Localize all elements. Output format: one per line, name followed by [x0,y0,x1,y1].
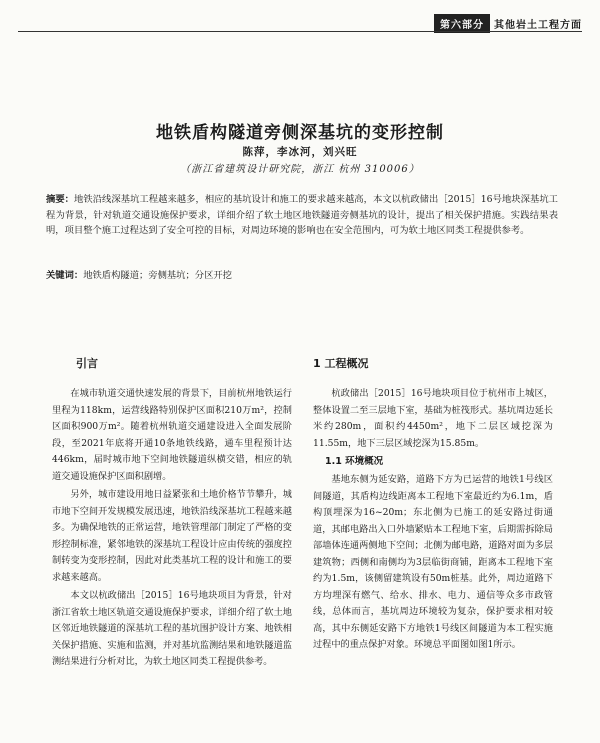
keywords [46,268,558,283]
section-1-paragraph: 杭政储出［2015］16号地块项目位于杭州市上城区，整体设置二至三层地下室，基础为桩筏形式。基坑周边延长米约280m，面积约4450m²，地下二层区域挖深为11.55m，地下三层区域挖深为15.85m。 [313,388,553,449]
abstract-label: 摘要： [46,194,75,205]
intro-paragraph-1: 在城市轨道交通快速发展的背景下，目前杭州地铁运行里程为118km，运营线路特别保护区面积210万m²，控制区面积900万m²。随着杭州轨道交通建设进入全面发展阶段，至2021年底将开通10条地铁线路，通车里程预计达446km，届时城市地下空间地铁隧道纵横交错，相应的轨道交通设施保护区面积剧增。 [52,388,292,482]
right-column [313,356,553,656]
intro-paragraph-2: 另外，城市建设用地日益紧张和土地价格节节攀升，城市地下空间开发规模发展迅速，地铁沿线深基坑工程越来越多。为确保地铁的正常运营，地铁管理部门制定了严格的变形控制标准，紧邻地铁的深基坑工程设计应由传统的强度控制转变为变形控制，因此对此类基坑工程的设计和施工的要求越来越高。 [52,489,292,583]
keywords-label: 关键词： [46,270,84,281]
intro-paragraph-3: 本文以杭政储出［2015］16号地块项目为背景，针对浙江省软土地区轨道交通设施保护要求，详细介绍了软土地区邻近地铁隧道的深基坑工程的基坑围护设计方案、地铁相关保护措施、实施和监测，并对基坑监测结果和地铁隧道监测结果进行分析对比，为软土地区同类工程提供参考。 [52,590,292,667]
paper-title: 地铁盾构隧道旁侧深基坑的变形控制 [156,123,444,143]
header-rule [18,31,582,32]
abstract [46,192,558,239]
paper-affiliation: （浙江省建筑设计研究院，浙江 杭州 310006） [180,164,420,175]
part-tag: 第六部分 [434,14,490,33]
keywords-text: 地铁盾构隧道；旁侧基坑；分区开挖 [83,270,232,281]
section-1-1-heading: 1.1 环境概况 [325,456,384,467]
section-title: 其他岩土工程方面 [494,20,582,31]
paper-authors: 陈萍，李冰河，刘兴旺 [242,146,358,158]
intro-heading: 引言 [76,357,98,370]
section-1-heading: 1 工程概况 [313,357,369,370]
section-1-1-paragraph: 基地东侧为延安路，道路下方为已运营的地铁1号线区间隧道，其盾构边线距离本工程地下室最近约为6.1m，盾构顶埋深为16~20m；东北侧为已施工的延安路过街通道，其邮电路出入口外墙紧贴本工程地下室，后期需拆除局部墙体连通两侧地下空间；北侧为邮电路，道路对面为多层建筑物；西侧和南侧均为3层临街商铺，距离本工程地下室约为1.5m，该侧留建筑设有50m桩基。此外，周边道路下方均埋深有燃气、给水、排水、电力、通信等众多市政管线，总体而言，基坑周边环境较为复杂，保护要求相对较高，其中东侧延安路下方地铁1号线区间隧道为本工程实施过程中的重点保护对象。环境总平面图如图1所示。 [313,474,553,650]
abstract-text: 地铁沿线深基坑工程越来越多，相应的基坑设计和施工的要求越来越高，本文以杭政储出［2015］16号地块深基坑工程为背景，针对轨道交通设施保护要求，详细介绍了软土地区地铁隧道旁侧基坑的设计，提出了相关保护措施。实践结果表明，项目整个施工过程达到了安全可控的目标，对周边环境的影响也在安全范围内，可为软土地区同类工程提供参考。 [46,194,558,237]
left-column [52,356,292,673]
